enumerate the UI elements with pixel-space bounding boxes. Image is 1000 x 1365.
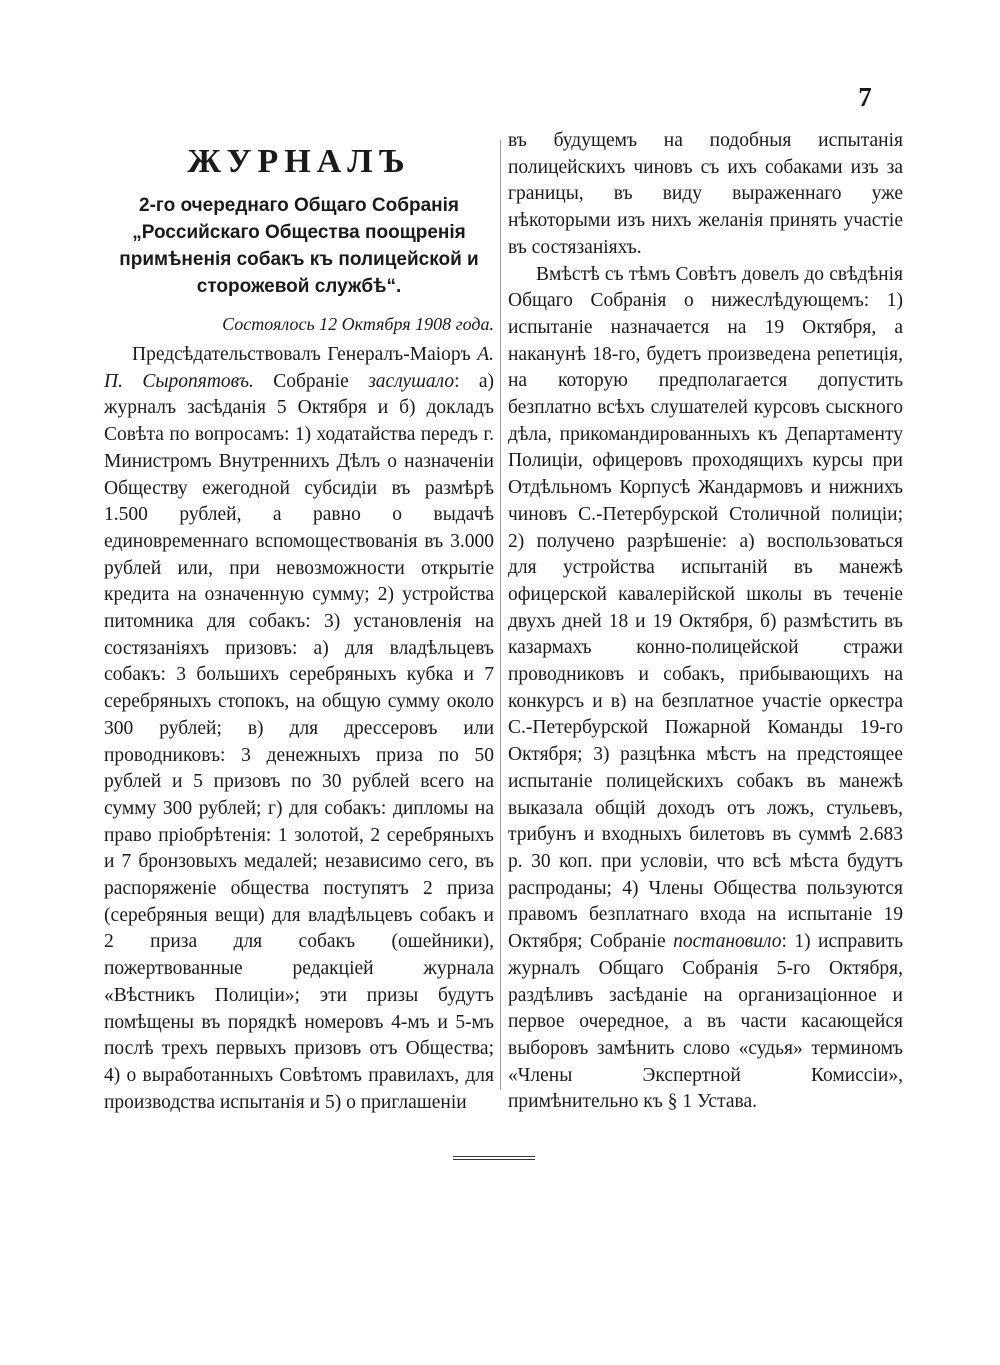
column-divider [500, 140, 501, 1090]
right-paragraph-council-report [508, 262, 903, 1117]
resolved-word: постановило [673, 931, 782, 953]
left-column [104, 128, 494, 1116]
end-rule [453, 1156, 535, 1160]
left-paragraph [104, 342, 494, 1116]
heard-word: заслушало [368, 370, 455, 392]
right-column [508, 128, 903, 1116]
journal-title: ЖУРНАЛЪ [187, 143, 411, 180]
chair-intro: Предсѣдательствовалъ Генералъ-Маіоръ [132, 344, 478, 365]
right-paragraph-continuation: въ будущемъ на подобныя испытанія полицейскихъ чиновъ съ ихъ собаками изъ за границы, въ виду выраженнаго уже нѣкоторыми изъ нихъ желанія принять участіе въ состязаніяхъ. [508, 130, 903, 258]
resolution-text: : 1) исправить журналъ Общаго Собранія 5-го Октября, раздѣливъ засѣданіе на организаціонное и первое очередное, а въ части касающейся выборовъ замѣнить слово «судья» терминомъ «Члены Экспертной Комиссіи», примѣнительно къ § 1 Устава. [508, 931, 904, 1113]
session-dateline: Состоялось 12 Октября 1908 года. [222, 314, 494, 334]
chair-name: А. П. Сыропятовъ. [104, 344, 494, 392]
page-number: 7 [858, 82, 872, 112]
left-body-text: : а) журналъ засѣданія 5 Октября и б) докладъ Совѣта по вопросамъ: 1) ходатайства передъ г. Министромъ Внутреннихъ Дѣлъ о назначеніи Обществу ежегодной субсидіи въ размѣрѣ 1.500 рублей, а равно о выдачѣ единовременнаго вспомоществованія въ 3.000 рублей или, при невозможности открытіе кредита на означенную сумму; 2) устройства питомника для собакъ: 3) установленія на состязаніяхъ призовъ: а) для владѣльцевъ собакъ: 3 большихъ серебряныхъ кубка и 7 серебряныхъ стопокъ, на общую сумму около 300 рублей; в) для дрессеровъ или проводниковъ: 3 денежныхъ приза по 50 рублей и 5 призовъ по 30 рублей всего на сумму 300 рублей; г) для собакъ: дипломы на право пріобрѣтенія: 1 золотой, 2 серебряныхъ и 7 бронзовыхъ медалей; независимо сего, въ распоряженіе общества поступятъ 2 приза (серебряныя вещи) для владѣльцевъ собакъ и 2 приза для собакъ (ошейники), пожертвованные редакціей журнала «Вѣстникъ Полиціи»; эти призы будутъ помѣщены въ порядкѣ номеровъ 4-мъ и 5-мъ послѣ трехъ первыхъ призовъ отъ Общества; 4) о выработанныхъ Совѣтомъ правилахъ, для производства испытанія и 5) о приглашеніи [104, 370, 494, 1113]
journal-subtitle: 2-го очереднаго Общаго Собранія „Российскаго Общества поощренія примѣненія собакъ къ полицейской и сторожевой службѣ“. [119, 195, 479, 297]
council-report-text: Вмѣстѣ съ тѣмъ Совѣтъ довелъ до свѣдѣнія Общаго Собранія о нижеслѣдующемъ: 1) испытаніе назначается на 19 Октября, а наканунѣ 18-го, будетъ произведена репетиція, на которую предполагается допустить безплатно всѣхъ слушателей курсовъ сыскного дѣла, прикомандированныхъ къ Департаменту Полиціи, офицеровъ проходящихъ курсы при Отдѣльномъ Корпусѣ Жандармовъ и нижнихъ чиновъ С.-Петербурской Столичной полиціи; 2) получено разрѣшеніе: а) воспользоваться для устройства испытаній въ манежѣ офицерской кавалерійской школы въ теченіе двухъ дней 18 и 19 Октября, б) размѣстить въ казармахъ конно-полицейской стражи проводниковъ и собакъ, прибывающихъ на конкурсъ и в) на безплатное участіе оркестра С.-Петербурской Пожарной Команды 19-го Октября; 3) разцѣнка мѣстъ на предстоящее испытаніе полицейскихъ собакъ въ манежѣ выказала общій доходъ отъ ложъ, стульевъ, трибунъ и входныхъ билетовъ въ суммѣ 2.683 р. 30 коп. при условіи, что всѣ мѣста будутъ распроданы; 4) Члены Общества пользуются правомъ безплатнаго входа на испытаніе 19 Октября; Собраніе [508, 263, 903, 953]
assembly-word: Собраніе [253, 370, 369, 392]
